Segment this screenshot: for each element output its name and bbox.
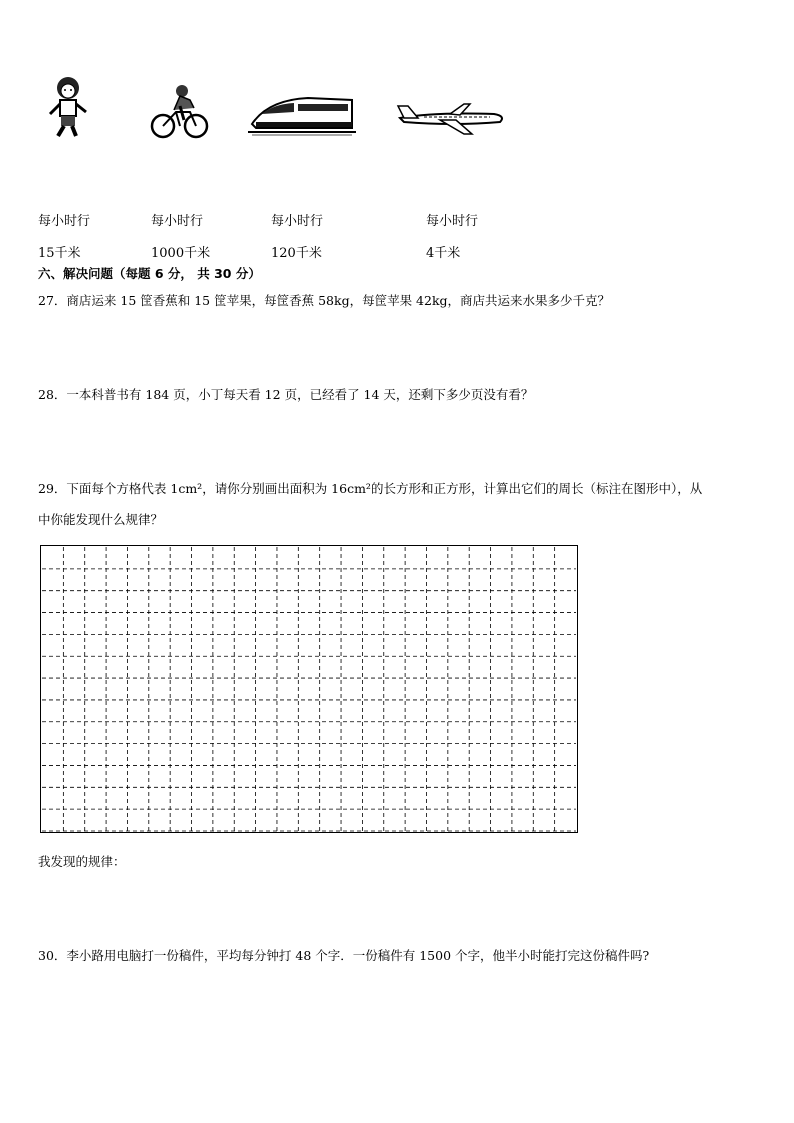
question-28: 28．一本科普书有 184 页，小丁每天看 12 页，已经看了 14 天，还剩下多少页没有看？ — [38, 387, 534, 402]
child-walking-icon — [44, 74, 92, 138]
speed-label-2: 每小时行 — [151, 214, 204, 229]
speed-value-1: 15千米 — [38, 246, 81, 261]
question-30: 30．李小路用电脑打一份稿件，平均每分钟打 48 个字．一份稿件有 1500 个字，他半小时能打完这份稿件吗? — [38, 948, 650, 963]
train-icon — [248, 94, 358, 138]
drawing-grid[interactable] — [40, 545, 578, 833]
speed-value-3: 120千米 — [271, 246, 322, 261]
question-29-line1: 29．下面每个方格代表 1cm²，请你分别画出面积为 16cm²的长方形和正方形，计算出它们的周长（标注在图形中），从 — [38, 481, 703, 496]
cyclist-icon — [150, 82, 210, 140]
question-27: 27．商店运来 15 筐香蕉和 15 筐苹果，每筐香蕉 58kg，每筐苹果 42kg，商店共运来水果多少千克？ — [38, 293, 611, 308]
airplane-icon — [394, 100, 508, 138]
speed-value-2: 1000千米 — [151, 246, 211, 261]
question-29-line2: 中你能发现什么规律？ — [38, 512, 164, 527]
answer-label: 我发现的规律： — [38, 854, 126, 869]
section-title: 六、解决问题（每题 6 分， 共 30 分） — [38, 266, 261, 281]
speed-label-4: 每小时行 — [426, 214, 479, 229]
speed-value-4: 4千米 — [426, 246, 461, 261]
grid-border — [41, 546, 578, 833]
speed-label-1: 每小时行 — [38, 214, 91, 229]
speed-label-3: 每小时行 — [271, 214, 324, 229]
